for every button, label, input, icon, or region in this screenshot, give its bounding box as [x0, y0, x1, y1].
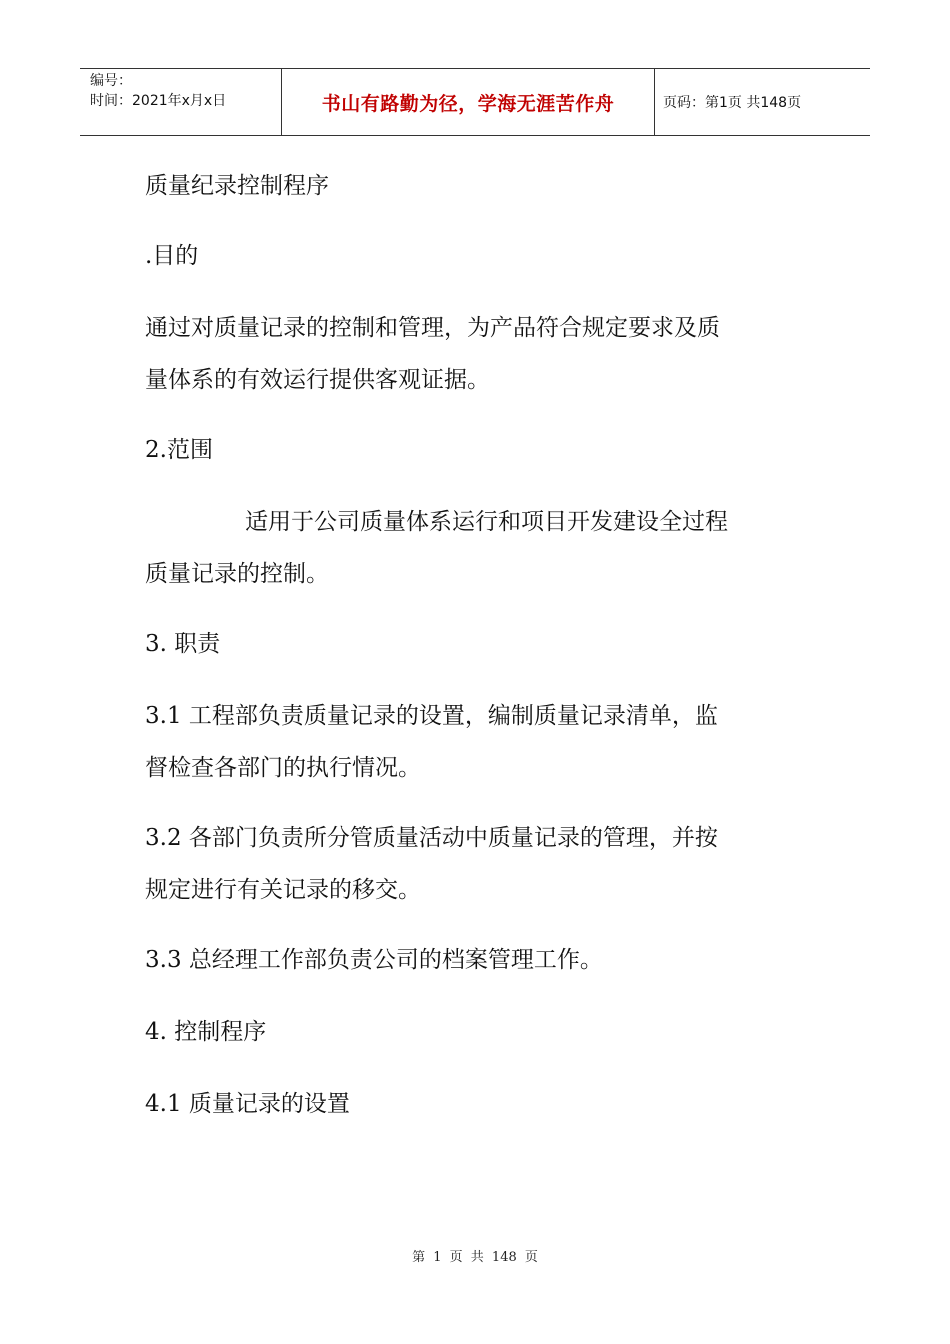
document-date-label: 时间：2021年x月x日: [90, 93, 227, 109]
paragraph-line: 适用于公司质量体系运行和项目开发建设全过程: [245, 509, 728, 535]
paragraph-line: 3.3 总经理工作部负责公司的档案管理工作。: [145, 947, 603, 973]
header-motto-cell: [282, 69, 655, 135]
header-page-info: 页码：第1页 共148页: [663, 95, 802, 111]
page-footer: 第 1 页 共 148 页: [412, 1250, 538, 1265]
paragraph-line: 3.1 工程部负责质量记录的设置，编制质量记录清单，监: [145, 703, 718, 729]
paragraph-line: 通过对质量记录的控制和管理，为产品符合规定要求及质: [145, 315, 720, 341]
section-heading-control: 4. 控制程序: [145, 1019, 267, 1045]
document-header: [80, 68, 870, 136]
header-meta-cell: [80, 69, 282, 135]
header-motto: 书山有路勤为径，学海无涯苦作舟: [321, 92, 615, 115]
header-page-cell: [655, 69, 870, 135]
paragraph-line: 督检查各部门的执行情况。: [145, 755, 421, 781]
document-title: 质量纪录控制程序: [145, 173, 329, 199]
subsection-heading: 4.1 质量记录的设置: [145, 1091, 350, 1117]
paragraph-line: 量体系的有效运行提供客观证据。: [145, 367, 490, 393]
paragraph-line: 规定进行有关记录的移交。: [145, 877, 421, 903]
paragraph-line: 3.2 各部门负责所分管质量活动中质量记录的管理，并按: [145, 825, 718, 851]
section-heading-scope: 2.范围: [145, 437, 213, 463]
section-heading-responsibilities: 3. 职责: [145, 631, 221, 657]
paragraph-line: 质量记录的控制。: [145, 561, 329, 587]
section-heading-purpose: .目的: [145, 243, 199, 269]
document-number-label: 编号：: [90, 73, 132, 89]
